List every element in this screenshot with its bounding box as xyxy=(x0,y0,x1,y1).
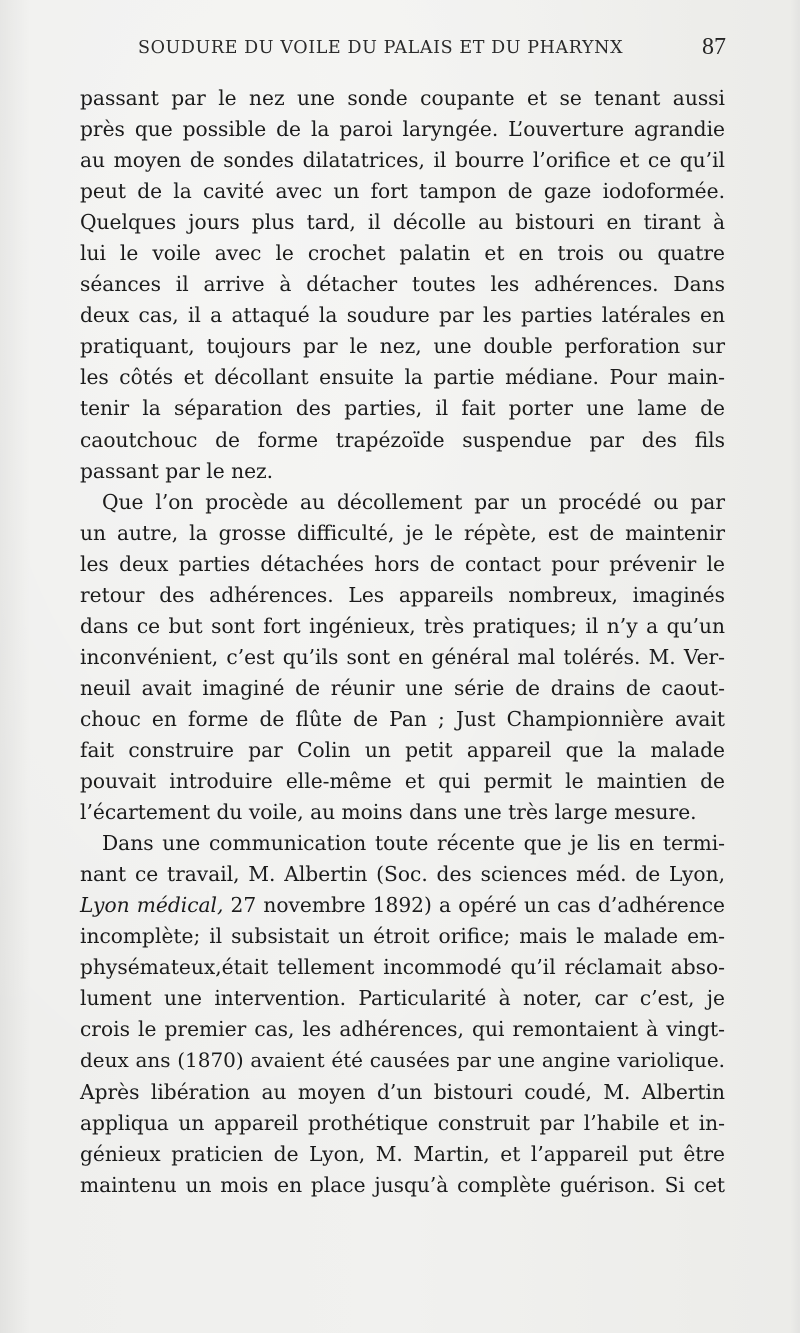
page-number: 87 xyxy=(702,34,726,60)
text-line: deux cas, il a attaqué la soudure par les parties latérales en xyxy=(80,303,725,328)
text-line: les deux parties détachées hors de contact pour prévenir le xyxy=(80,551,725,576)
citation-rest: 27 novembre 1892) a opéré un cas d’adhérence xyxy=(223,893,725,918)
text-line: passant par le nez. xyxy=(80,458,274,483)
text-line: inconvénient, c’est qu’ils sont en général mal tolérés. M. Ver- xyxy=(80,644,725,669)
text-line: retour des adhérences. Les appareils nombreux, imaginés xyxy=(80,582,725,607)
text-line: au moyen de sondes dilatatrices, il bourre l’orifice et ce qu’il xyxy=(80,148,725,173)
text-line: séances il arrive à détacher toutes les adhérences. Dans xyxy=(80,272,725,297)
text-line: passant par le nez une sonde coupante et se tenant aussi xyxy=(80,86,725,110)
text-line: appliqua un appareil prothétique construit par l’habile et in- xyxy=(80,1110,725,1135)
body-text xyxy=(80,83,725,1201)
text-line: crois le premier cas, les adhérences, qui remontaient à vingt- xyxy=(80,1017,725,1042)
text-line: lui le voile avec le crochet palatin et en trois ou quatre xyxy=(80,241,725,266)
running-title: SOUDURE DU VOILE DU PALAIS ET DU PHARYNX xyxy=(138,38,624,58)
paragraph-start-line: Dans une communication toute récente que je lis en termi- xyxy=(102,831,725,856)
text-line: Après libération au moyen d’un bistouri coudé, M. Albertin xyxy=(80,1079,725,1104)
text-line: neuil avait imaginé de réunir une série de drains de caout- xyxy=(80,675,725,700)
text-line: chouc en forme de flûte de Pan ; Just Championnière avait xyxy=(80,706,725,731)
text-line: fait construire par Colin un petit appareil que la malade xyxy=(80,737,725,762)
text-line: les côtés et décollant ensuite la partie médiane. Pour main- xyxy=(80,365,725,390)
text-line: caoutchouc de forme trapézoïde suspendue par des fils xyxy=(80,427,725,452)
text-line: pratiquant, toujours par le nez, une double perforation sur xyxy=(80,334,725,359)
text-line: nant ce travail, M. Albertin (Soc. des sciences méd. de Lyon, xyxy=(80,862,725,887)
text-line: pouvait introduire elle-même et qui permit le maintien de xyxy=(80,769,725,794)
text-line: génieux praticien de Lyon, M. Martin, et l’appareil put être xyxy=(80,1141,725,1166)
journal-title: Lyon médical, xyxy=(80,893,224,918)
text-line: deux ans (1870) avaient été causées par une angine variolique. xyxy=(80,1048,725,1073)
paragraph-start-line: Que l’on procède au décollement par un procédé ou par xyxy=(102,489,725,514)
text-line: l’écartement du voile, au moins dans une très large mesure. xyxy=(80,800,697,825)
text-line: physémateux,était tellement incommodé qu’il réclamait abso- xyxy=(80,955,725,980)
text-line-with-citation xyxy=(80,890,725,921)
text-line: peut de la cavité avec un fort tampon de gaze iodoformée. xyxy=(80,179,725,204)
text-line: lument une intervention. Particularité à noter, car c’est, je xyxy=(80,986,725,1011)
text-line: un autre, la grosse difficulté, je le répète, est de maintenir xyxy=(80,520,725,545)
text-line: incomplète; il subsistait un étroit orifice; mais le malade em- xyxy=(80,924,725,949)
text-line: dans ce but sont fort ingénieux, très pratiques; il n’y a qu’un xyxy=(80,613,725,638)
running-head xyxy=(138,38,738,58)
text-line: maintenu un mois en place jusqu’à complète guérison. Si cet xyxy=(80,1172,725,1197)
text-line: Quelques jours plus tard, il décolle au bistouri en tirant à xyxy=(80,210,725,235)
text-line: près que possible de la paroi laryngée. L’ouverture agrandie xyxy=(80,117,725,142)
text-line: tenir la séparation des parties, il fait porter une lame de xyxy=(80,396,725,421)
